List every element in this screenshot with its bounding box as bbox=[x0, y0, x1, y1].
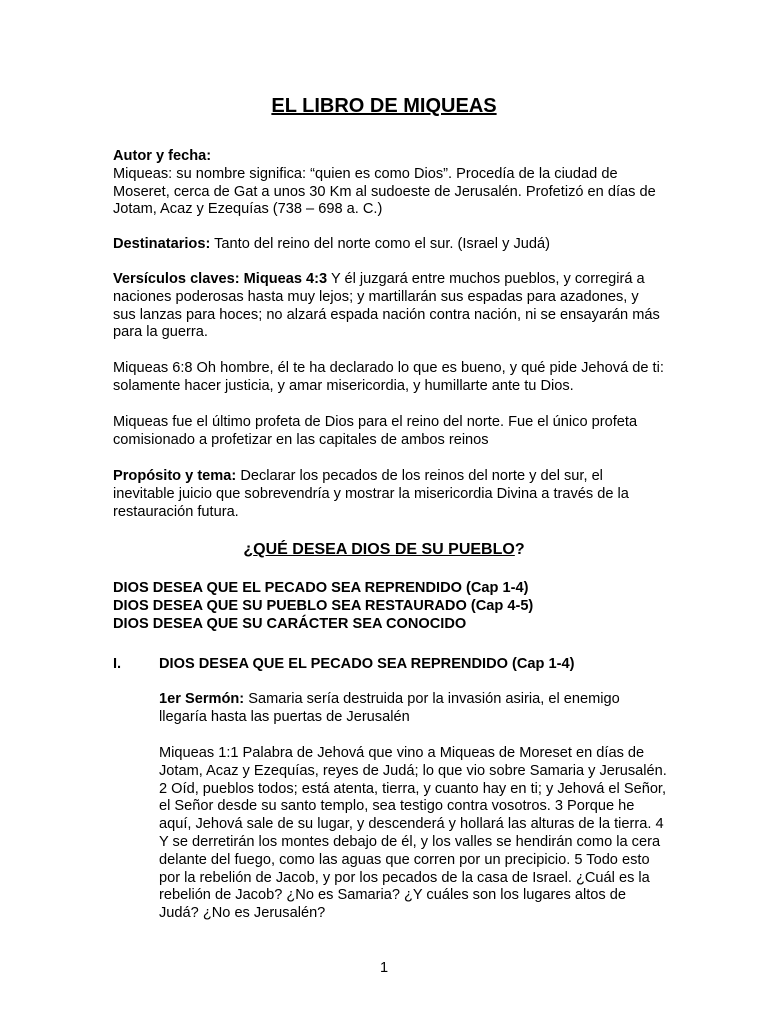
autor-text: Miqueas: su nombre significa: “quien es como Dios”. Procedía de la ciudad de Moseret, cerca de Gat a unos 30 Km al sudoeste de Jerusalén. Profetizó en días de Jotam, Acaz y Ezequías (738 – 698 a. C.) bbox=[113, 165, 656, 218]
versiculos-text: Y él juzgará entre muchos pueblos, y corregirá a naciones poderosas hasta muy lejos; y martillarán sus espadas para azadones, y sus lanzas para hoces; no alzará espada nación contra nación, ni se ensayarán más para la guerra. bbox=[113, 271, 660, 341]
deseo-item: DIOS DESEA QUE SU CARÁCTER SEA CONOCIDO bbox=[113, 615, 467, 632]
document-title bbox=[0, 94, 768, 118]
versiculos-heading: Versículos claves: Miqueas 4:3 bbox=[113, 271, 328, 287]
section-heading-underlined: QUÉ DESEA DIOS DE SU PUEBLO bbox=[253, 541, 515, 558]
section-heading-suffix: ? bbox=[514, 541, 525, 558]
destinatarios-text: Tanto del reino del norte como el sur. (Israel y Judá) bbox=[210, 236, 550, 252]
miqueas-6-8-paragraph: Miqueas 6:8 Oh hombre, él te ha declarado lo que es bueno, y qué pide Jehová de ti: solamente hacer justicia, y amar misericordia, y humillarte ante tu Dios. bbox=[113, 360, 664, 394]
destinatarios-heading: Destinatarios: bbox=[113, 236, 211, 252]
ultimo-profeta-paragraph: Miqueas fue el último profeta de Dios para el reino del norte. Fue el único profeta comisionado a profetizar en las capitales de ambos reinos bbox=[113, 414, 638, 448]
deseo-item: DIOS DESEA QUE SU PUEBLO SEA RESTAURADO (Cap 4-5) bbox=[113, 597, 534, 614]
sermon-heading: 1er Sermón: bbox=[159, 691, 245, 707]
proposito-heading: Propósito y tema: bbox=[113, 468, 237, 484]
page-number: 1 bbox=[379, 960, 389, 976]
miqueas-1-passage: Miqueas 1:1 Palabra de Jehová que vino a Miqueas de Moreset en días de Jotam, Acaz y Ezequías, reyes de Judá; lo que vio sobre Samaria y Jerusalén. 2 Oíd, pueblos todos; está atenta, tierra, y cuanto hay en ti; y Jehová el Señor, el Señor desde su santo templo, sea testigo contra vosotros. 3 Porque he aquí, Jehová sale de su lugar, y descenderá y hollará las alturas de la tierra. 4 Y se derretirán los montes debajo de él, y los valles se hendirán como la cera delante del fuego, como las aguas que corren por un precipicio. 5 Todo esto por la rebelión de Jacob, y por los pecados de la casa de Israel. ¿Cuál es la rebelión de Jacob? ¿No es Samaria? ¿Y cuáles son los lugares altos de Judá? ¿No es Jerusalén? bbox=[159, 745, 667, 922]
proposito-text: Declarar los pecados de los reinos del norte y del sur, el inevitable juicio que sobrevendría y mostrar la misericordia Divina a través de la restauración futura. bbox=[113, 468, 629, 520]
document-title-text: EL LIBRO DE MIQUEAS bbox=[271, 95, 497, 117]
deseo-item: DIOS DESEA QUE EL PECADO SEA REPRENDIDO (Cap 1-4) bbox=[113, 580, 529, 596]
autor-section bbox=[113, 148, 665, 219]
section-heading bbox=[0, 540, 768, 560]
proposito-section bbox=[113, 468, 665, 521]
point-title: DIOS DESEA QUE EL PECADO SEA REPRENDIDO (Cap 1-4) bbox=[159, 656, 575, 672]
sermon-text: Samaria sería destruida por la invasión asiria, el enemigo llegaría hasta las puertas de Jerusalén bbox=[159, 691, 620, 725]
autor-heading: Autor y fecha: bbox=[113, 148, 212, 164]
sermon-section bbox=[159, 691, 669, 727]
section-heading-prefix: ¿ bbox=[243, 541, 254, 558]
destinatarios-section bbox=[113, 236, 665, 254]
point-number: I. bbox=[113, 656, 122, 672]
versiculos-section bbox=[113, 271, 665, 342]
deseos-list bbox=[113, 580, 665, 633]
